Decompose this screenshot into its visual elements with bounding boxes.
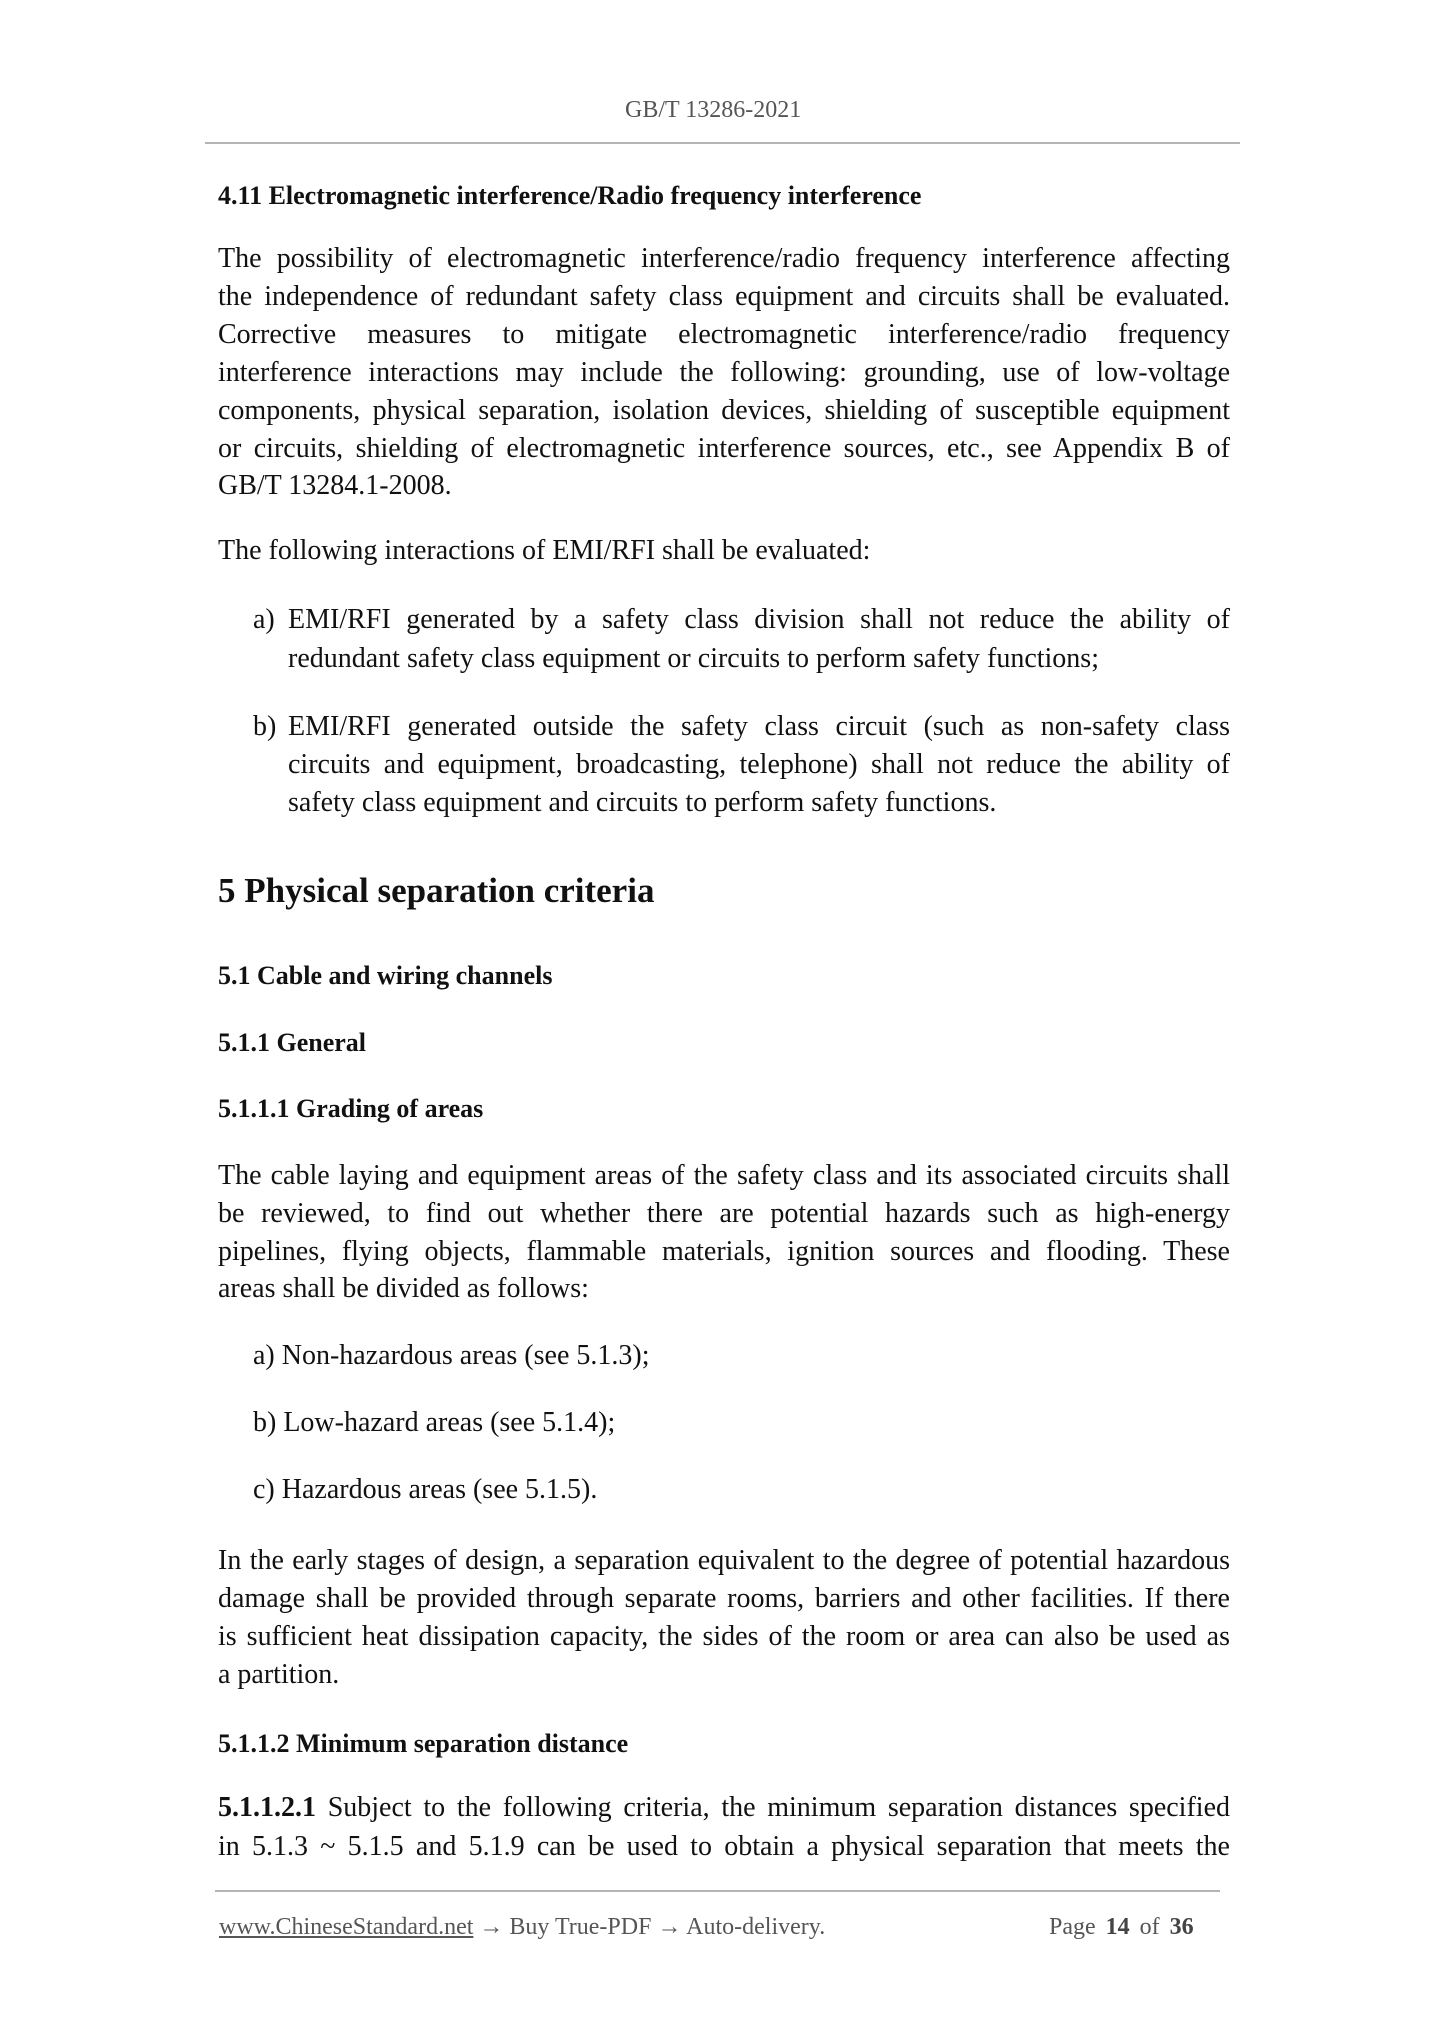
paragraph-line: components, physical separation, isolation devices, shielding of susceptible equipment bbox=[218, 395, 1230, 426]
arrow-right-icon: → bbox=[479, 1914, 504, 1940]
paragraph-line: a partition. bbox=[218, 1659, 340, 1690]
paragraph-line: Corrective measures to mitigate electromagnetic interference/radio frequency bbox=[218, 319, 1230, 350]
section-heading-5-1-1: 5.1.1 General bbox=[218, 1028, 367, 1057]
page-indicator bbox=[1049, 1915, 1194, 1939]
buy-pdf-text: Buy True-PDF bbox=[509, 1914, 652, 1940]
of-label: of bbox=[1139, 1914, 1160, 1940]
list-item: a) Non-hazardous areas (see 5.1.3); bbox=[253, 1340, 650, 1371]
paragraph: The following interactions of EMI/RFI shall be evaluated: bbox=[218, 535, 871, 566]
paragraph-line: GB/T 13284.1-2008. bbox=[218, 470, 452, 501]
header-divider bbox=[205, 142, 1240, 144]
clause-text: Subject to the following criteria, the minimum separation distances specified bbox=[327, 1792, 1230, 1823]
list-item-line: redundant safety class equipment or circuits to perform safety functions; bbox=[288, 643, 1099, 674]
list-item: c) Hazardous areas (see 5.1.5). bbox=[253, 1474, 598, 1505]
footer-left bbox=[219, 1915, 825, 1939]
section-heading-5-1-1-2: 5.1.1.2 Minimum separation distance bbox=[218, 1729, 629, 1758]
website-link[interactable]: www.ChineseStandard.net bbox=[219, 1914, 474, 1940]
footer-divider bbox=[215, 1890, 1220, 1892]
paragraph-line: areas shall be divided as follows: bbox=[218, 1273, 589, 1304]
paragraph-line: or circuits, shielding of electromagnetic interference sources, etc., see Appendix B of bbox=[218, 433, 1230, 464]
section-heading-5-1: 5.1 Cable and wiring channels bbox=[218, 961, 553, 990]
section-heading-4-11: 4.11 Electromagnetic interference/Radio frequency interference bbox=[218, 181, 922, 210]
paragraph-line: the independence of redundant safety class equipment and circuits shall be evaluated. bbox=[218, 281, 1230, 312]
arrow-right-icon: → bbox=[657, 1914, 682, 1940]
list-marker: a) bbox=[253, 604, 275, 635]
list-marker: b) bbox=[253, 711, 277, 742]
page-current: 14 bbox=[1105, 1914, 1130, 1940]
paragraph-line: The possibility of electromagnetic interference/radio frequency interference affecting bbox=[218, 243, 1230, 274]
clause-line: in 5.1.3 ~ 5.1.5 and 5.1.9 can be used to obtain a physical separation that meets the bbox=[218, 1831, 1230, 1862]
document-id-header: GB/T 13286-2021 bbox=[625, 97, 802, 123]
list-item-line: safety class equipment and circuits to perform safety functions. bbox=[288, 787, 997, 818]
list-item: b) Low-hazard areas (see 5.1.4); bbox=[253, 1407, 616, 1438]
paragraph-line: The cable laying and equipment areas of the safety class and its associated circuits shall bbox=[218, 1160, 1230, 1191]
paragraph-line: pipelines, flying objects, flammable materials, ignition sources and flooding. These bbox=[218, 1236, 1230, 1267]
clause-number: 5.1.1.2.1 bbox=[218, 1792, 316, 1823]
section-heading-5-1-1-1: 5.1.1.1 Grading of areas bbox=[218, 1094, 484, 1123]
paragraph-line: interference interactions may include the following: grounding, use of low-voltage bbox=[218, 357, 1230, 388]
list-item-line: circuits and equipment, broadcasting, telephone) shall not reduce the ability of bbox=[288, 749, 1230, 780]
page-total: 36 bbox=[1169, 1914, 1194, 1940]
list-item-line: EMI/RFI generated outside the safety class circuit (such as non-safety class bbox=[288, 711, 1230, 742]
paragraph-line: is sufficient heat dissipation capacity, the sides of the room or area can also be used as bbox=[218, 1621, 1230, 1652]
paragraph-line: In the early stages of design, a separation equivalent to the degree of potential hazardous bbox=[218, 1545, 1230, 1576]
clause-line bbox=[218, 1794, 1230, 1822]
list-item-line: EMI/RFI generated by a safety class division shall not reduce the ability of bbox=[288, 604, 1230, 635]
delivery-text: Auto-delivery. bbox=[686, 1914, 826, 1940]
section-heading-5: 5 Physical separation criteria bbox=[218, 871, 655, 910]
paragraph-line: be reviewed, to find out whether there are potential hazards such as high-energy bbox=[218, 1198, 1230, 1229]
paragraph-line: damage shall be provided through separate rooms, barriers and other facilities. If there bbox=[218, 1583, 1230, 1614]
page-label: Page bbox=[1049, 1914, 1096, 1940]
